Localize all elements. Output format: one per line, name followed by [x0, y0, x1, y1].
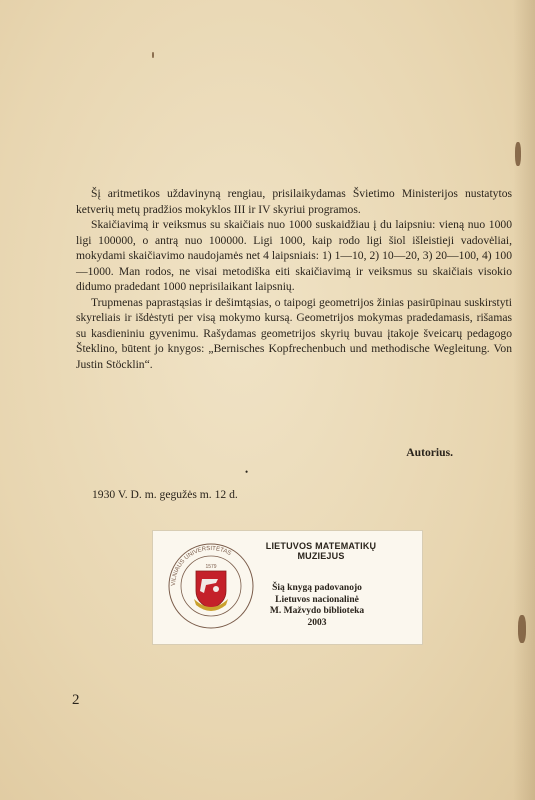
preface-text — [76, 186, 512, 372]
paragraph: Skaičiavimą ir veiksmus su skaičiais nuo 1000 suskaidžiau į du laipsniu: vieną nuo 1000 ligi 100000, o antrą nuo 100000. Ligi 1000, kaip rodo ligi šiol išleistieji vadovėliai, mokydami skaičiavimo naudojamės net 4 laipsniais: 1) 1—10, 2) 10—20, 3) 20—100, 4) 100—1000. Man rodos, ne visai metodiška eiti skaičiavimą ir veiksmus su skaičiais visokio didumo pradedant 1000 neprisilaikant laipsnių. — [76, 218, 512, 293]
page-number: 2 — [72, 692, 80, 708]
preface-date: 1930 V. D. m. gegužės m. 12 d. — [92, 488, 238, 501]
stain-mark — [515, 142, 521, 166]
page-spine-shadow — [513, 0, 535, 800]
seal-year: 1579 — [205, 564, 217, 570]
donation-line: M. Mažvydo biblioteka — [269, 606, 365, 616]
donation-note — [257, 583, 377, 629]
paragraph: Šį aritmetikos uždavinyną rengiau, prisilaikydamas Švietimo Ministerijos nustatytos ketverių metų pradžios mokyklos III ir IV skyriui programos. — [76, 187, 512, 216]
stain-mark — [518, 615, 526, 643]
donation-line: Šią knygą padovanojo — [272, 583, 362, 593]
ink-dot: • — [245, 467, 249, 477]
university-seal-icon — [166, 541, 256, 631]
paragraph: Trupmenas paprastąsias ir dešimtąsias, o taipogi geometrijos žinias pasirūpinau suskirstyti skyreliais ir išdėstyti per visą mokymo kursą. Geometrijos mokymas pradedamasis, rišamas su kasdieniniu gyvenimu. Rašydamas geometrijos skyrių buvau įtakoje šveicarų pedagogo Šteklino, būtent jo knygos: „Bernisches Kopfrechenbuch und methodische Wegleitung. Von Justin Stöcklin“. — [76, 295, 512, 371]
seal-ring-text: VILNIAUS UNIVERSITETAS — [170, 545, 232, 587]
donation-line: Lietuvos nacionalinė — [275, 594, 359, 605]
museum-name: LIETUVOS MATEMATIKŲ MUZIEJUS — [265, 541, 377, 561]
stain-mark — [152, 52, 154, 58]
author-signature: Autorius. — [406, 446, 453, 459]
museum-stamp — [152, 530, 423, 645]
donation-line: 2003 — [307, 617, 327, 628]
